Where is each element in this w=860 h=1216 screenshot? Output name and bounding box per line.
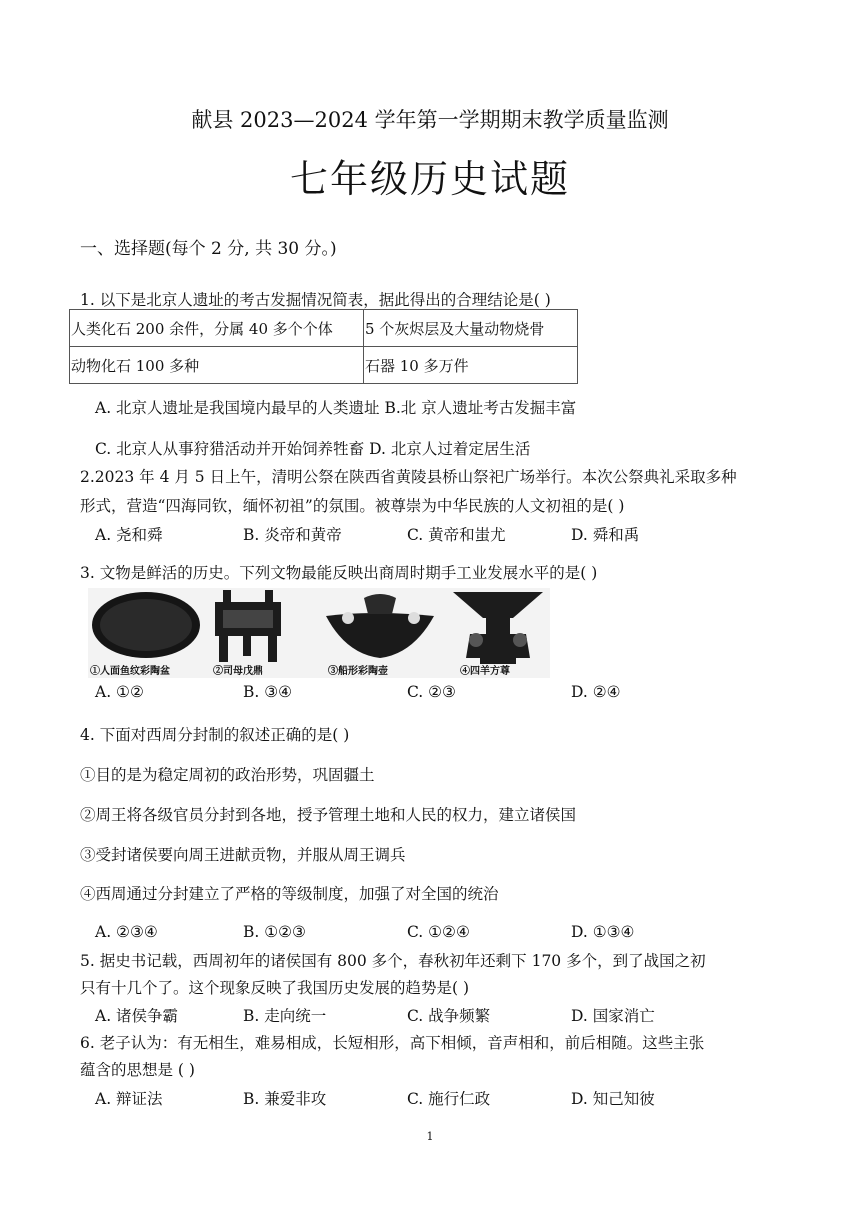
q6-option-d: D. 知己知彼 <box>571 1090 655 1108</box>
q3-option-a: A. ①② <box>95 683 144 701</box>
table-cell: 动物化石 100 多种 <box>70 347 364 384</box>
four-ram-zun-image <box>453 592 543 664</box>
q2-option-b: B. 炎帝和黄帝 <box>243 526 342 544</box>
q5-option-c: C. 战争频繁 <box>407 1007 491 1025</box>
q2-option-a: A. 尧和舜 <box>95 526 163 544</box>
q3-artifact-images <box>88 588 550 678</box>
q6-option-b: B. 兼爱非攻 <box>243 1090 327 1108</box>
boat-shaped-pot-image <box>326 594 434 658</box>
q3-option-c: C. ②③ <box>407 683 456 701</box>
table-cell: 石器 10 多万件 <box>364 347 578 384</box>
table-cell: 人类化石 200 余件，分属 40 多个个体 <box>70 310 364 347</box>
q4-item-3: ③受封诸侯要向周王进献贡物，并服从周王调兵 <box>80 846 406 864</box>
q5-option-a: A. 诸侯争霸 <box>95 1007 179 1025</box>
table-cell: 5 个灰烬层及大量动物烧骨 <box>364 310 578 347</box>
q5-option-b: B. 走向统一 <box>243 1007 327 1025</box>
q1-table <box>69 309 578 384</box>
q1-options-ab: A. 北京人遗址是我国境内最早的人类遗址 B.北 京人遗址考古发掘丰富 <box>95 399 577 417</box>
q5-stem-line2: 只有十几个了。这个现象反映了我国历史发展的趋势是( ) <box>80 979 470 997</box>
page-number: 1 <box>426 1130 434 1143</box>
q4-item-2: ②周王将各级官员分封到各地，授予管理土地和人民的权力，建立诸侯国 <box>80 806 577 824</box>
q2-option-d: D. 舜和禹 <box>571 526 640 544</box>
q4-option-b: B. ①②③ <box>243 923 306 941</box>
q4-option-a: A. ②③④ <box>95 923 158 941</box>
table-row <box>70 347 578 384</box>
q6-stem-line1: 6. 老子认为：有无相生，难易相成，长短相形，高下相倾，音声相和，前后相随。这些主张 <box>80 1034 705 1052</box>
q1-options-cd: C. 北京人从事狩猎活动并开始饲养牲畜 D. 北京人过着定居生活 <box>95 440 531 458</box>
q5-option-d: D. 国家消亡 <box>571 1007 655 1025</box>
q4-option-d: D. ①③④ <box>571 923 635 941</box>
q3-caption-2: ②司母戊鼎 <box>213 666 263 677</box>
exam-title: 七年级历史试题 <box>289 157 570 201</box>
q2-option-c: C. 黄帝和蚩尤 <box>407 526 506 544</box>
q6-stem-line2: 蕴含的思想是 ( ) <box>80 1061 195 1079</box>
q3-stem: 3. 文物是鲜活的历史。下列文物最能反映出商周时期手工业发展水平的是( ) <box>80 564 598 582</box>
q4-option-c: C. ①②④ <box>407 923 470 941</box>
q4-item-1: ①目的是为稳定周初的政治形势，巩固疆土 <box>80 766 375 784</box>
q6-option-c: C. 施行仁政 <box>407 1090 491 1108</box>
q4-item-4: ④西周通过分封建立了严格的等级制度，加强了对全国的统治 <box>80 885 499 903</box>
q1-stem: 1. 以下是北京人遗址的考古发掘情况简表，据此得出的合理结论是( ) <box>80 291 551 309</box>
exam-subtitle: 献县 2023—2024 学年第一学期期末教学质量监测 <box>191 108 669 132</box>
q3-option-d: D. ②④ <box>571 683 621 701</box>
q2-stem-line2: 形式，营造“四海同钦，缅怀初祖”的氛围。被尊崇为中华民族的人文初祖的是( ) <box>80 497 625 515</box>
q2-stem-line1: 2.2023 年 4 月 5 日上午，清明公祭在陕西省黄陵县桥山祭祀广场举行。本次公祭典礼采取多种 <box>80 468 737 486</box>
q6-option-a: A. 辩证法 <box>95 1090 163 1108</box>
q3-caption-4: ④四羊方尊 <box>460 666 510 677</box>
q3-caption-3: ③船形彩陶壶 <box>328 666 388 677</box>
table-row <box>70 310 578 347</box>
q3-caption-1: ①人面鱼纹彩陶盆 <box>90 666 170 677</box>
section-heading: 一、选择题(每个 2 分, 共 30 分。) <box>80 239 337 259</box>
q3-option-b: B. ③④ <box>243 683 293 701</box>
q4-stem: 4. 下面对西周分封制的叙述正确的是( ) <box>80 726 350 744</box>
q5-stem-line1: 5. 据史书记载，西周初年的诸侯国有 800 多个，春秋初年还剩下 170 多个，到了战国之初 <box>80 952 706 970</box>
